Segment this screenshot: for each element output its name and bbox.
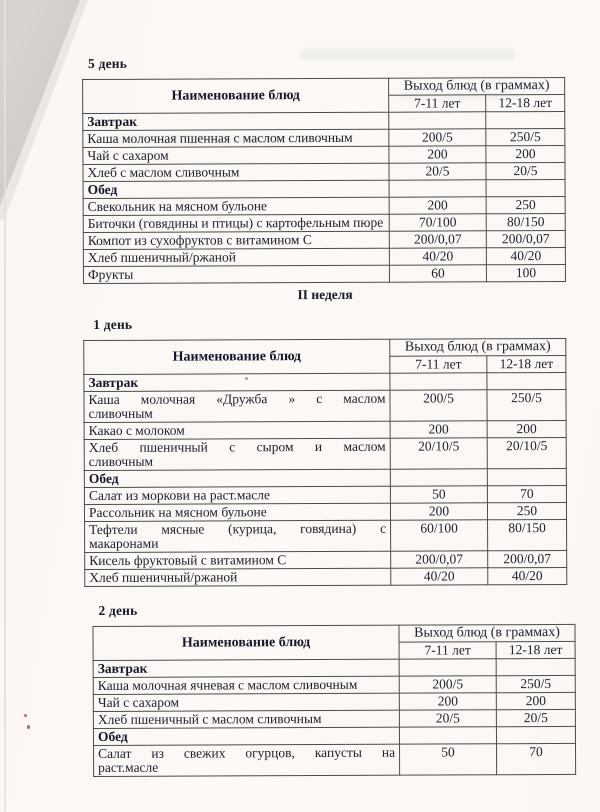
- dish-name: Рассольник на мясном бульоне: [84, 503, 390, 521]
- dish-name: Биточки (говядины и птицы) с картофельным пюре: [83, 214, 389, 232]
- meal-section-label: Завтрак: [84, 373, 390, 391]
- dish-row: [85, 567, 567, 586]
- portion-12-18: 40/20: [486, 247, 565, 264]
- portion-7-11: 200/0,07: [391, 551, 488, 568]
- dish-name: Фрукты: [83, 265, 389, 283]
- portion-12-18: 80/150: [486, 213, 565, 230]
- portion-12-18: 250: [487, 502, 566, 519]
- column-header-dish-name: Наименование блюд: [93, 625, 399, 660]
- portion-12-18: 200: [486, 145, 565, 162]
- portion-7-11: 20/5: [389, 163, 486, 180]
- portion-7-11: 20/10/5: [390, 438, 487, 469]
- header-row: [84, 338, 566, 357]
- portion-7-11: 50: [400, 744, 497, 775]
- portion-12-18: 20/10/5: [487, 437, 566, 468]
- portion-12-18: 200/0,07: [486, 230, 565, 247]
- portion-7-11: 200/5: [399, 676, 496, 693]
- dish-name: Чай с сахаром: [93, 693, 399, 711]
- meal-section-row: [93, 658, 575, 677]
- dish-row: [85, 550, 567, 569]
- dish-row: [85, 519, 567, 552]
- menu-table-day-1: [83, 338, 567, 587]
- dish-name: Салат из свежих огурцов, капусты на раст.масле: [94, 744, 400, 776]
- portion-12-18: 200: [496, 692, 575, 709]
- portion-12-18: [486, 179, 565, 196]
- page-left-edge: [4, 0, 6, 812]
- dish-name: Хлеб пшеничный с сыром и маслом сливочным: [84, 438, 390, 470]
- meal-section-label: Завтрак: [83, 112, 389, 130]
- dish-name: Каша молочная пшенная с маслом сливочным: [83, 129, 389, 147]
- day-1-menu: [83, 315, 568, 587]
- dish-name: Кисель фруктовый с витамином С: [85, 551, 391, 569]
- menu-table-day-5: [82, 77, 566, 284]
- scan-speck: [24, 714, 27, 717]
- portion-12-18: 250/5: [487, 389, 566, 420]
- portion-7-11: 200/5: [389, 129, 486, 146]
- column-header-output: Выход блюд (в граммах): [389, 77, 565, 95]
- portion-12-18: 40/20: [488, 567, 567, 584]
- meal-section-row: [83, 111, 565, 130]
- portion-7-11: [389, 180, 486, 197]
- portion-12-18: 250: [486, 196, 565, 213]
- column-header-dish-name: Наименование блюд: [84, 339, 390, 374]
- dish-row: [83, 196, 565, 215]
- portion-7-11: [390, 373, 487, 390]
- column-header-age-7-11: 7-11 лет: [389, 95, 486, 112]
- dish-row: [93, 692, 575, 711]
- portion-12-18: [496, 726, 575, 743]
- menu-table-day-2: [92, 624, 576, 777]
- dish-name: Тефтели мясные (курица, говядина) с макаронами: [85, 520, 391, 552]
- portion-7-11: 200: [390, 503, 487, 520]
- portion-12-18: [487, 468, 566, 485]
- portion-7-11: 40/20: [389, 248, 486, 265]
- portion-12-18: 70: [497, 743, 576, 774]
- day-label: 5 день: [88, 55, 128, 72]
- dish-name: Каша молочная ячневая с маслом сливочным: [93, 676, 399, 694]
- portion-7-11: 200: [389, 197, 486, 214]
- day-label: 2 день: [98, 602, 138, 618]
- dish-name: Компот из сухофруктов с витамином С: [83, 231, 389, 249]
- portion-12-18: 250/5: [496, 675, 575, 692]
- dish-name: Какао с молоком: [84, 421, 390, 439]
- dish-row: [84, 485, 566, 504]
- meal-section-row: [93, 726, 575, 745]
- column-header-age-12-18: 12-18 лет: [486, 94, 565, 111]
- portion-12-18: 200/0,07: [488, 550, 567, 567]
- day-5-menu: [82, 54, 567, 284]
- meal-section-row: [84, 468, 566, 487]
- meal-section-label: Обед: [84, 469, 390, 487]
- meal-section-label: Обед: [93, 727, 399, 745]
- portion-7-11: [399, 727, 496, 744]
- scan-speck: [27, 725, 30, 729]
- dish-name: Хлеб пшеничный/ржаной: [83, 248, 389, 266]
- column-header-age-7-11: 7-11 лет: [399, 642, 496, 659]
- portion-12-18: 200: [487, 420, 566, 437]
- column-header-age-12-18: 12-18 лет: [496, 641, 575, 658]
- portion-12-18: 20/5: [496, 709, 575, 726]
- dish-row: [84, 437, 566, 470]
- meal-section-row: [84, 372, 566, 391]
- portion-7-11: 50: [390, 486, 487, 503]
- portion-7-11: 20/5: [399, 710, 496, 727]
- portion-12-18: [496, 658, 575, 675]
- portion-12-18: [487, 372, 566, 389]
- portion-12-18: 250/5: [486, 128, 565, 145]
- dish-row: [83, 213, 565, 232]
- column-header-age-12-18: 12-18 лет: [487, 355, 566, 372]
- portion-7-11: 60/100: [391, 520, 488, 551]
- portion-7-11: 60: [389, 265, 486, 282]
- portion-7-11: 200: [399, 693, 496, 710]
- dish-name: Свекольник на мясном бульоне: [83, 197, 389, 215]
- column-header-output: Выход блюд (в граммах): [390, 338, 566, 356]
- column-header-output: Выход блюд (в граммах): [399, 624, 575, 642]
- portion-7-11: 200/0,07: [389, 231, 486, 248]
- dish-name: Хлеб пшеничный/ржаной: [85, 568, 391, 586]
- dish-name: Каша молочная «Дружба » с маслом сливочным: [84, 390, 390, 422]
- portion-7-11: 70/100: [389, 214, 486, 231]
- dish-row: [83, 145, 565, 164]
- header-row: [93, 624, 575, 643]
- dish-row: [84, 389, 566, 422]
- portion-7-11: 200: [389, 146, 486, 163]
- meal-section-label: Обед: [83, 180, 389, 198]
- dish-row: [83, 230, 565, 249]
- portion-12-18: [486, 111, 565, 128]
- dish-row: [93, 675, 575, 694]
- dish-row: [84, 502, 566, 521]
- dish-row: [83, 128, 565, 147]
- meal-section-label: Завтрак: [93, 659, 399, 677]
- portion-7-11: [389, 112, 486, 129]
- dish-row: [83, 162, 565, 181]
- menu-document-content: [82, 54, 569, 777]
- portion-7-11: 200/5: [390, 390, 487, 421]
- dish-name: Хлеб пшеничный с маслом сливочным: [93, 710, 399, 728]
- column-header-dish-name: Наименование блюд: [83, 78, 389, 113]
- dish-row: [84, 420, 566, 439]
- portion-7-11: [390, 469, 487, 486]
- week-label: II неделя: [297, 286, 353, 303]
- portion-12-18: 100: [486, 264, 565, 281]
- header-row: [83, 77, 565, 96]
- dish-row: [83, 264, 565, 283]
- dish-name: Хлеб с маслом сливочным: [83, 163, 389, 181]
- dish-row: [93, 709, 575, 728]
- portion-7-11: [399, 659, 496, 676]
- portion-7-11: 200: [390, 421, 487, 438]
- meal-section-row: [83, 179, 565, 198]
- day-2-menu: [92, 601, 569, 777]
- portion-12-18: 20/5: [486, 162, 565, 179]
- dish-name: Чай с сахаром: [83, 146, 389, 164]
- portion-7-11: 40/20: [391, 568, 488, 585]
- column-header-age-7-11: 7-11 лет: [390, 356, 487, 373]
- dish-row: [83, 247, 565, 266]
- portion-12-18: 70: [487, 485, 566, 502]
- day-label: 1 день: [93, 316, 133, 333]
- dish-row: [94, 743, 576, 776]
- portion-12-18: 80/150: [488, 519, 567, 550]
- dish-name: Салат из моркови на раст.масле: [84, 486, 390, 504]
